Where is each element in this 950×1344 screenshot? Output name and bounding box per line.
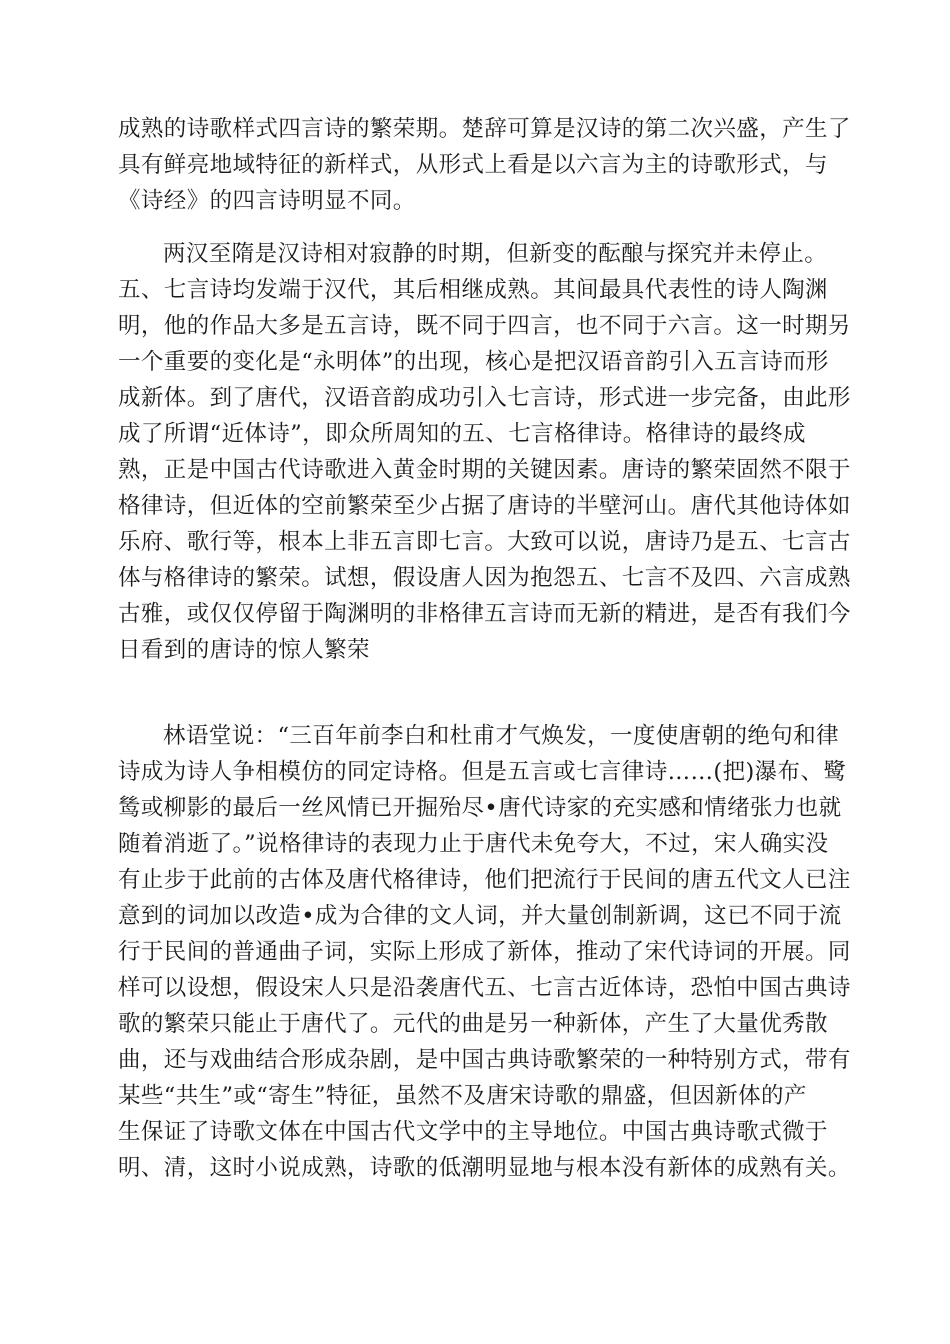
- paragraph-line: 《诗经》的四言诗明显不同。: [118, 188, 416, 214]
- paragraph-line: 曲，还与戏曲结合形成杂剧，是中国古典诗歌繁荣的一种特别方式，带有: [118, 1047, 851, 1073]
- paragraph-line: 体与格律诗的繁荣。试想，假设唐人因为抱怨五、七言不及四、六言成熟: [118, 565, 851, 591]
- paragraph-line: 两汉至隋是汉诗相对寂静的时期，但新变的酝酿与探究并未停止。: [163, 241, 828, 267]
- paragraph-line: 熟，正是中国古代诗歌进入黄金时期的关键因素。唐诗的繁荣固然不限于: [118, 457, 851, 483]
- paragraph-line: 乐府、歌行等，根本上非五言即七言。大致可以说，唐诗乃是五、七言古: [118, 529, 851, 555]
- paragraph-line: 古雅，或仅仅停留于陶渊明的非格律五言诗而无新的精进，是否有我们今: [118, 601, 851, 627]
- paragraph-line: 五、七言诗均发端于汉代，其后相继成熟。其间最具代表性的诗人陶渊: [118, 277, 828, 303]
- paragraph-line: 一个重要的变化是“永明体”的出现，核心是把汉语音韵引入五言诗而形: [118, 349, 829, 375]
- paragraph-line: 样可以设想，假设宋人只是沿袭唐代五、七言古近体诗，恐怕中国古典诗: [118, 975, 851, 1001]
- paragraph-3: [118, 718, 851, 1186]
- paragraph-line: 生保证了诗歌文体在中国古代文学中的主导地位。中国古典诗歌式微于: [118, 1119, 828, 1145]
- paragraph-line: 具有鲜亮地域特征的新样式，从形式上看是以六言为主的诗歌形式，与: [118, 152, 828, 178]
- paragraph-line: 明、清，这时小说成熟，诗歌的低潮明显地与根本没有新体的成熟有关。: [118, 1155, 851, 1181]
- paragraph-line: 某些“共生”或“寄生”特征，虽然不及唐宋诗歌的鼎盛，但因新体的产: [118, 1083, 807, 1109]
- paragraph-line: 林语堂说：“三百年前李白和杜甫才气焕发，一度使唐朝的绝句和律: [163, 723, 840, 749]
- paragraph-line: 成新体。到了唐代，汉语音韵成功引入七言诗，形式进一步完备，由此形: [118, 385, 851, 411]
- paragraph-2: [118, 236, 851, 668]
- paragraph-line: 歌的繁荣只能止于唐代了。元代的曲是另一种新体，产生了大量优秀散: [118, 1011, 828, 1037]
- paragraph-line: 诗成为诗人争相模仿的同定诗格。但是五言或七言律诗……(把)瀑布、鹭: [118, 759, 847, 785]
- paragraph-line: 有止步于此前的古体及唐代格律诗，他们把流行于民间的唐五代文人已注: [118, 867, 851, 893]
- paragraph-line: 日看到的唐诗的惊人繁荣: [118, 637, 370, 663]
- paragraph-line: 意到的词加以改造•成为合律的文人词，并大量创制新调，这已不同于流: [118, 903, 842, 929]
- paragraph-line: 鸶或柳影的最后一丝风情已开掘殆尽•唐代诗家的充实感和情绪张力也就: [118, 795, 842, 821]
- paragraph-1: [118, 111, 851, 219]
- paragraph-line: 成了所谓“近体诗”，即众所周知的五、七言格律诗。格律诗的最终成: [118, 421, 806, 447]
- paragraph-line: 行于民间的普通曲子词，实际上形成了新体，推动了宋代诗词的开展。同: [118, 939, 851, 965]
- paragraph-line: 成熟的诗歌样式四言诗的繁荣期。楚辞可算是汉诗的第二次兴盛，产生了: [118, 116, 851, 142]
- paragraph-line: 明，他的作品大多是五言诗，既不同于四言，也不同于六言。这一时期另: [118, 313, 851, 339]
- paragraph-line: 格律诗，但近体的空前繁荣至少占据了唐诗的半壁河山。唐代其他诗体如: [118, 493, 851, 519]
- paragraph-line: 随着消逝了。”说格律诗的表现力止于唐代未免夸大，不过，宋人确实没: [118, 831, 829, 857]
